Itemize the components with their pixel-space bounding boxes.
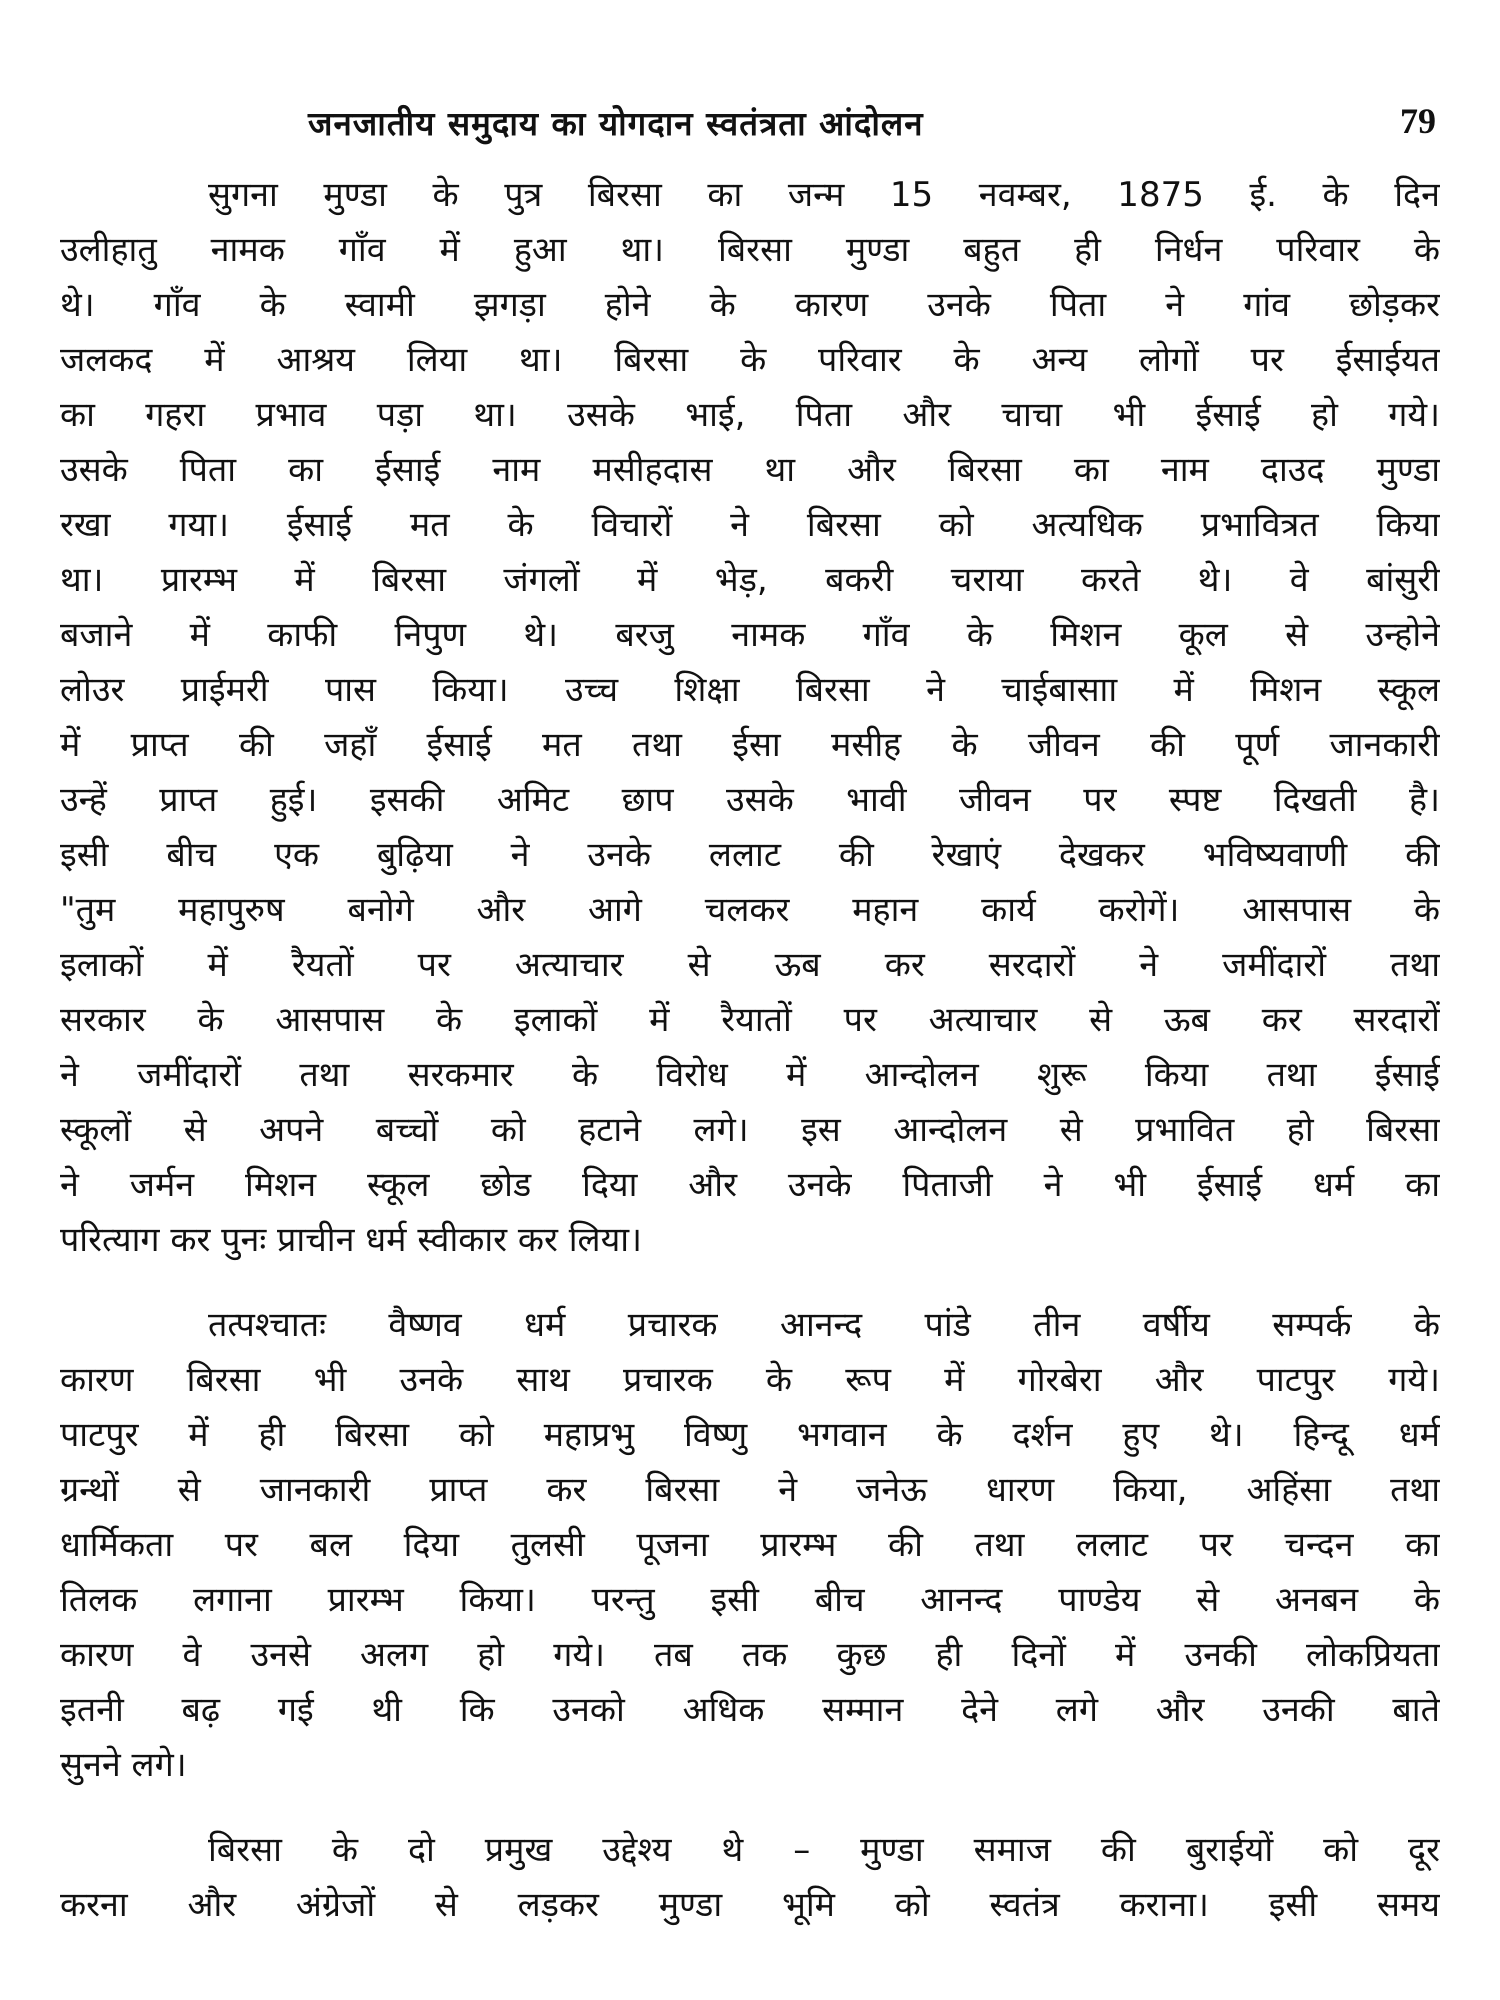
text-line: बिरसा के दो प्रमुख उद्देश्य थे – मुण्डा समाज की बुराईयों को दूर	[208, 1830, 1440, 1870]
text-line: ने जमींदारों तथा सरकमार के विरोध में आन्दोलन शुरू किया तथा ईसाई	[60, 1055, 1440, 1095]
text-line: थे। गाँव के स्वामी झगड़ा होने के कारण उनके पिता ने गांव छोड़कर	[60, 285, 1440, 325]
body-text	[60, 168, 1440, 1933]
text-line: परित्याग कर पुनः प्राचीन धर्म स्वीकार कर लिया।	[60, 1220, 642, 1260]
running-title: जनजातीय समुदाय का योगदान स्वतंत्रता आंदोलन	[308, 104, 924, 143]
text-line: पाटपुर में ही बिरसा को महाप्रभु विष्णु भगवान के दर्शन हुए थे। हिन्दू धर्म	[60, 1415, 1440, 1455]
text-line: इसी बीच एक बुढ़िया ने उनके ललाट की रेखाएं देखकर भविष्यवाणी की	[60, 835, 1440, 875]
text-line: था। प्रारम्भ में बिरसा जंगलों में भेड़, बकरी चराया करते थे। वे बांसुरी	[60, 560, 1440, 600]
text-line: "तुम महापुरुष बनोगे और आगे चलकर महान कार्य करोगें। आसपास के	[60, 890, 1440, 930]
text-line: उन्हें प्राप्त हुई। इसकी अमिट छाप उसके भावी जीवन पर स्पष्ट दिखती है।	[60, 780, 1440, 820]
text-line: सरकार के आसपास के इलाकों में रैयातों पर अत्याचार से ऊब कर सरदारों	[60, 1000, 1440, 1040]
text-line: तिलक लगाना प्रारम्भ किया। परन्तु इसी बीच आनन्द पाण्डेय से अनबन के	[60, 1580, 1440, 1620]
text-line: कारण बिरसा भी उनके साथ प्रचारक के रूप में गोरबेरा और पाटपुर गये।	[60, 1360, 1440, 1400]
text-line: में प्राप्त की जहाँ ईसाई मत तथा ईसा मसीह के जीवन की पूर्ण जानकारी	[60, 725, 1440, 765]
text-line: स्कूलों से अपने बच्चों को हटाने लगे। इस आन्दोलन से प्रभावित हो बिरसा	[60, 1110, 1440, 1150]
text-line: कारण वे उनसे अलग हो गये। तब तक कुछ ही दिनों में उनकी लोकप्रियता	[60, 1635, 1440, 1675]
text-line: का गहरा प्रभाव पड़ा था। उसके भाई, पिता और चाचा भी ईसाई हो गये।	[60, 395, 1440, 435]
paragraph-gap	[60, 1793, 1440, 1823]
paragraph-gap	[60, 1268, 1440, 1298]
page-header	[60, 100, 1440, 160]
text-line: ग्रन्थों से जानकारी प्राप्त कर बिरसा ने जनेऊ धारण किया, अहिंसा तथा	[60, 1470, 1440, 1510]
text-line: रखा गया। ईसाई मत के विचारों ने बिरसा को अत्यधिक प्रभावित्रत किया	[60, 505, 1440, 545]
text-line: इलाकों में रैयतों पर अत्याचार से ऊब कर सरदारों ने जमींदारों तथा	[60, 945, 1440, 985]
text-line: सुनने लगे।	[60, 1745, 187, 1785]
paragraph-3	[60, 1823, 1440, 1933]
text-line: सुगना मुण्डा के पुत्र बिरसा का जन्म 15 नवम्बर, 1875 ई. के दिन	[208, 175, 1440, 215]
page-number: 79	[1400, 101, 1436, 141]
paragraph-1	[60, 168, 1440, 1268]
text-line: ने जर्मन मिशन स्कूल छोड दिया और उनके पिताजी ने भी ईसाई धर्म का	[60, 1165, 1440, 1205]
text-line: इतनी बढ़ गई थी कि उनको अधिक सम्मान देने लगे और उनकी बाते	[60, 1690, 1440, 1730]
text-line: जलकद में आश्रय लिया था। बिरसा के परिवार के अन्य लोगों पर ईसाईयत	[60, 340, 1440, 380]
text-line: बजाने में काफी निपुण थे। बरजु नामक गाँव के मिशन कूल से उन्होने	[60, 615, 1440, 655]
text-line: लोउर प्राईमरी पास किया। उच्च शिक्षा बिरसा ने चाईबासाा में मिशन स्कूल	[60, 670, 1440, 710]
text-line: धार्मिकता पर बल दिया तुलसी पूजना प्रारम्भ की तथा ललाट पर चन्दन का	[60, 1525, 1440, 1565]
text-line: तत्पश्चातः वैष्णव धर्म प्रचारक आनन्द पांडे तीन वर्षीय सम्पर्क के	[208, 1305, 1440, 1345]
paragraph-2	[60, 1298, 1440, 1793]
text-line: उसके पिता का ईसाई नाम मसीहदास था और बिरसा का नाम दाउद मुण्डा	[60, 450, 1440, 490]
text-line: करना और अंग्रेजों से लड़कर मुण्डा भूमि को स्वतंत्र कराना। इसी समय	[60, 1885, 1440, 1925]
text-line: उलीहातु नामक गाँव में हुआ था। बिरसा मुण्डा बहुत ही निर्धन परिवार के	[60, 230, 1440, 270]
